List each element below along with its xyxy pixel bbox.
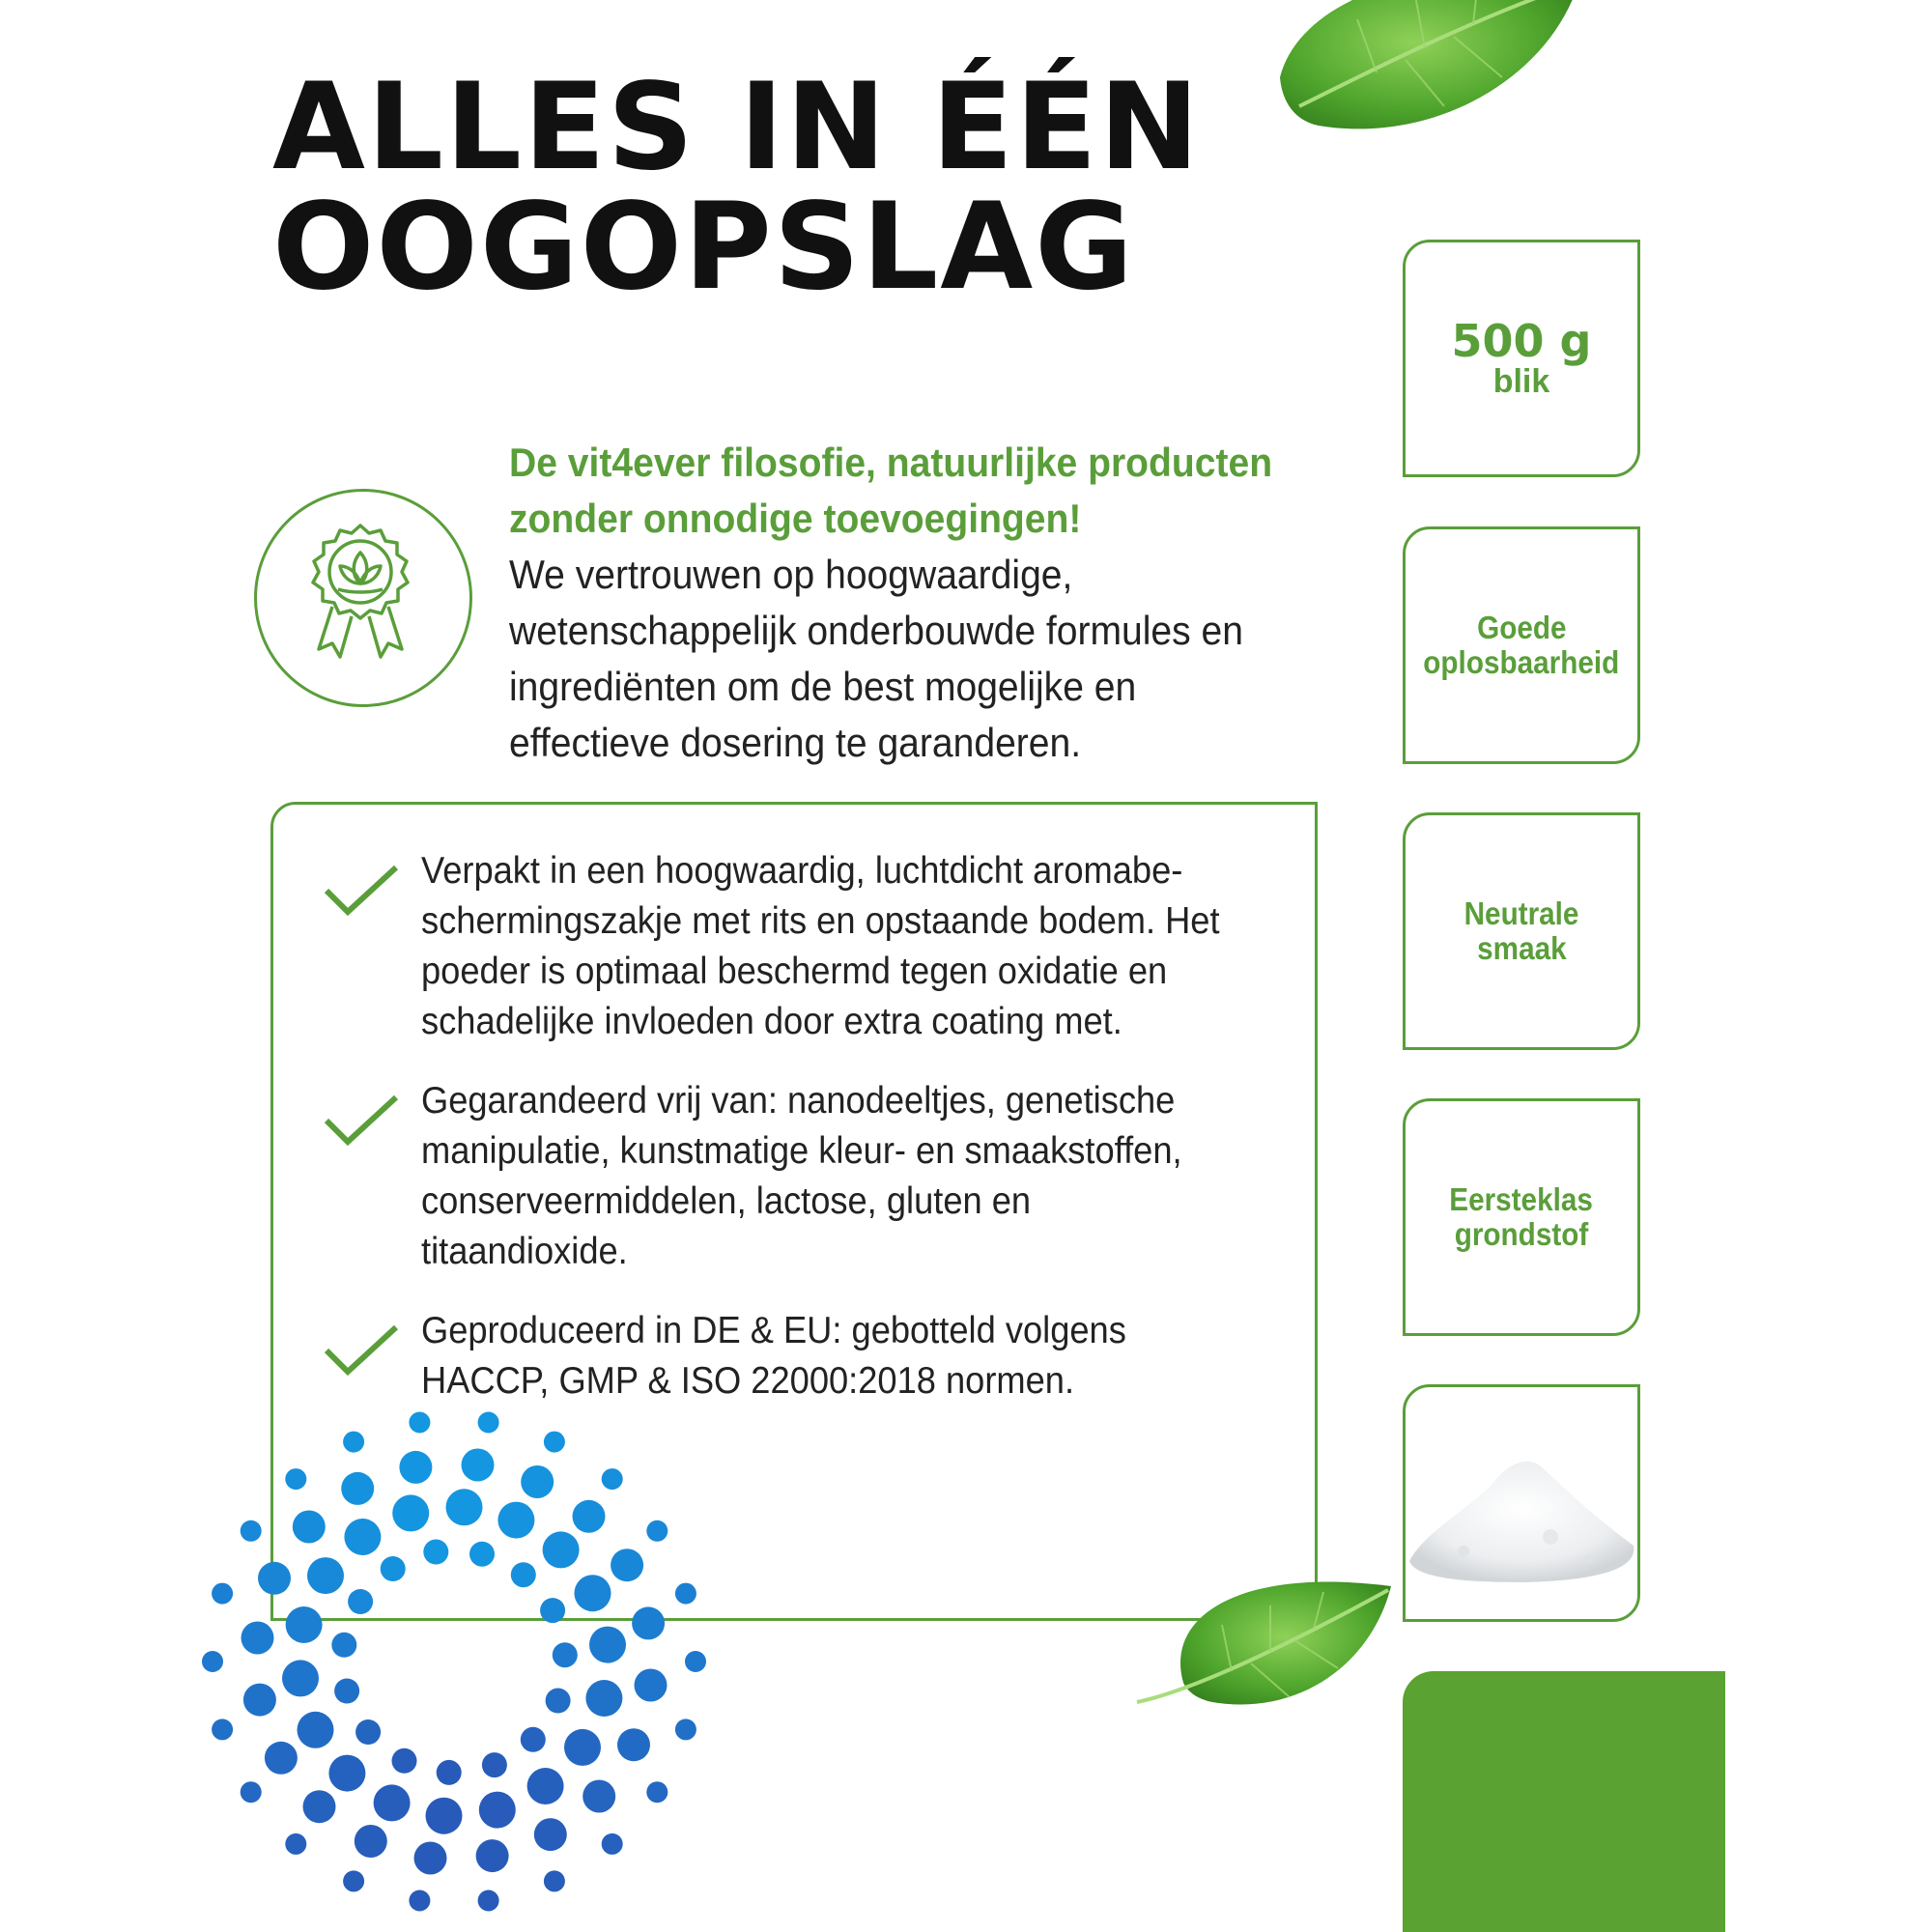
ring-dot bbox=[348, 1589, 373, 1614]
ring-dot bbox=[540, 1598, 565, 1623]
ring-dot bbox=[343, 1870, 364, 1891]
ring-dot bbox=[409, 1890, 430, 1912]
ring-dot bbox=[293, 1511, 326, 1544]
ring-dot bbox=[298, 1712, 334, 1748]
headline bbox=[272, 58, 1202, 317]
ring-dot bbox=[202, 1651, 223, 1672]
headline-line-2: OOGOPSLAG bbox=[272, 178, 1135, 317]
ring-dot bbox=[241, 1781, 262, 1803]
ring-dot bbox=[602, 1833, 623, 1855]
award-badge-icon bbox=[296, 522, 425, 676]
ring-dot bbox=[544, 1432, 565, 1453]
check-icon bbox=[323, 862, 400, 920]
ring-dot bbox=[423, 1540, 448, 1565]
ring-dot bbox=[544, 1870, 565, 1891]
ring-dot bbox=[546, 1689, 571, 1714]
ring-dot bbox=[282, 1660, 319, 1696]
ring-dot bbox=[617, 1728, 650, 1761]
ring-dot bbox=[527, 1768, 564, 1804]
ring-dot bbox=[462, 1449, 495, 1482]
feature-item-2: Gegarandeerd vrij van: nanodeeltjes, genetische manipulatie, kunstmatige kleur- en smaakstoffen, conserveermiddelen, lactose, gluten en titaandioxide. bbox=[421, 1080, 1182, 1272]
ring-dot bbox=[646, 1520, 668, 1542]
ring-dot bbox=[479, 1792, 516, 1829]
ring-dot bbox=[602, 1468, 623, 1490]
ring-dot bbox=[521, 1465, 554, 1498]
ring-dot bbox=[331, 1633, 356, 1658]
dot-ring-logo bbox=[193, 1406, 715, 1927]
card-solubility-line1: Goede bbox=[1476, 610, 1567, 645]
ring-dot bbox=[243, 1684, 276, 1717]
intro-body: We vertrouwen op hoogwaardige, wetenschappelijk onderbouwde formules en ingrediënten om de best mogelijke en effectieve dosering te garanderen. bbox=[509, 552, 1243, 765]
ring-dot bbox=[582, 1780, 615, 1813]
ring-dot bbox=[437, 1760, 462, 1785]
ring-dot bbox=[497, 1502, 534, 1539]
ring-dot bbox=[482, 1752, 507, 1777]
ring-dot bbox=[344, 1519, 381, 1555]
ring-dot bbox=[589, 1627, 626, 1663]
ring-dot bbox=[307, 1557, 344, 1594]
ring-dot bbox=[392, 1494, 429, 1531]
ring-dot bbox=[414, 1842, 447, 1875]
card-quality-line1: Eersteklas bbox=[1449, 1181, 1594, 1217]
ring-dot bbox=[399, 1451, 432, 1484]
card-weight bbox=[1403, 240, 1640, 477]
ring-dot bbox=[469, 1542, 495, 1567]
ring-dot bbox=[646, 1781, 668, 1803]
green-block bbox=[1403, 1671, 1725, 1932]
ring-dot bbox=[328, 1755, 365, 1792]
ring-dot bbox=[564, 1729, 601, 1766]
intro-headline: De vit4ever filosofie, natuurlijke producten zonder onnodige toevoegingen! bbox=[509, 440, 1273, 541]
powder-image bbox=[1406, 1445, 1637, 1600]
card-solubility-line2: oplosbaarheid bbox=[1423, 644, 1620, 680]
check-icon bbox=[323, 1321, 400, 1379]
card-taste bbox=[1403, 812, 1640, 1050]
ring-dot bbox=[446, 1489, 483, 1525]
ring-dot bbox=[635, 1669, 668, 1702]
ring-dot bbox=[511, 1562, 536, 1587]
check-icon bbox=[323, 1092, 400, 1150]
ring-dot bbox=[381, 1556, 406, 1581]
ring-dot bbox=[265, 1742, 298, 1775]
ring-dot bbox=[258, 1562, 291, 1595]
card-quality-line2: grondstof bbox=[1454, 1216, 1589, 1252]
ring-dot bbox=[575, 1575, 611, 1611]
card-taste-line2: smaak bbox=[1476, 930, 1567, 966]
headline-line-1: ALLES IN ÉÉN bbox=[272, 58, 1202, 197]
ring-dot bbox=[303, 1790, 336, 1823]
ring-dot bbox=[478, 1890, 499, 1912]
ring-dot bbox=[543, 1531, 580, 1568]
ring-dot bbox=[286, 1606, 323, 1643]
ring-dot bbox=[374, 1784, 411, 1821]
ring-dot bbox=[675, 1583, 696, 1605]
leaf-icon bbox=[1261, 0, 1589, 155]
leaf-icon bbox=[1135, 1557, 1396, 1721]
ring-dot bbox=[632, 1606, 665, 1639]
ring-dot bbox=[343, 1432, 364, 1453]
card-weight-unit: blik bbox=[1492, 363, 1550, 400]
ring-dot bbox=[392, 1748, 417, 1774]
card-taste-line1: Neutrale bbox=[1463, 895, 1579, 931]
ring-dot bbox=[585, 1680, 622, 1717]
ring-dot bbox=[334, 1679, 359, 1704]
ring-dot bbox=[341, 1472, 374, 1505]
ring-dot bbox=[478, 1412, 499, 1434]
ring-dot bbox=[675, 1719, 696, 1740]
ring-dot bbox=[553, 1642, 578, 1667]
ring-dot bbox=[521, 1727, 546, 1752]
ring-dot bbox=[212, 1719, 233, 1740]
ring-dot bbox=[355, 1825, 387, 1858]
ring-dot bbox=[409, 1412, 430, 1434]
ring-dot bbox=[285, 1833, 306, 1855]
ring-dot bbox=[685, 1651, 706, 1672]
ring-dot bbox=[355, 1719, 381, 1745]
ring-dot bbox=[534, 1818, 567, 1851]
card-solubility bbox=[1403, 526, 1640, 764]
ring-dot bbox=[476, 1839, 509, 1872]
feature-item-1: Verpakt in een hoogwaardig, luchtdicht aromabe-schermingszakje met rits en opstaande bodem. Het poeder is optimaal beschermd tegen oxidatie en schadelijke invloeden door extra coating met. bbox=[421, 850, 1220, 1042]
ring-dot bbox=[426, 1798, 463, 1834]
ring-dot bbox=[285, 1468, 306, 1490]
card-weight-amount: 500 g bbox=[1451, 315, 1592, 367]
feature-item-3: Geproduceerd in DE & EU: gebotteld volgens HACCP, GMP & ISO 22000:2018 normen. bbox=[421, 1310, 1126, 1402]
ring-dot bbox=[212, 1583, 233, 1605]
ring-dot bbox=[611, 1548, 643, 1581]
ring-dot bbox=[241, 1520, 262, 1542]
ring-dot bbox=[573, 1500, 606, 1533]
ring-dot bbox=[242, 1622, 274, 1655]
card-powder bbox=[1403, 1384, 1640, 1622]
card-quality bbox=[1403, 1098, 1640, 1336]
